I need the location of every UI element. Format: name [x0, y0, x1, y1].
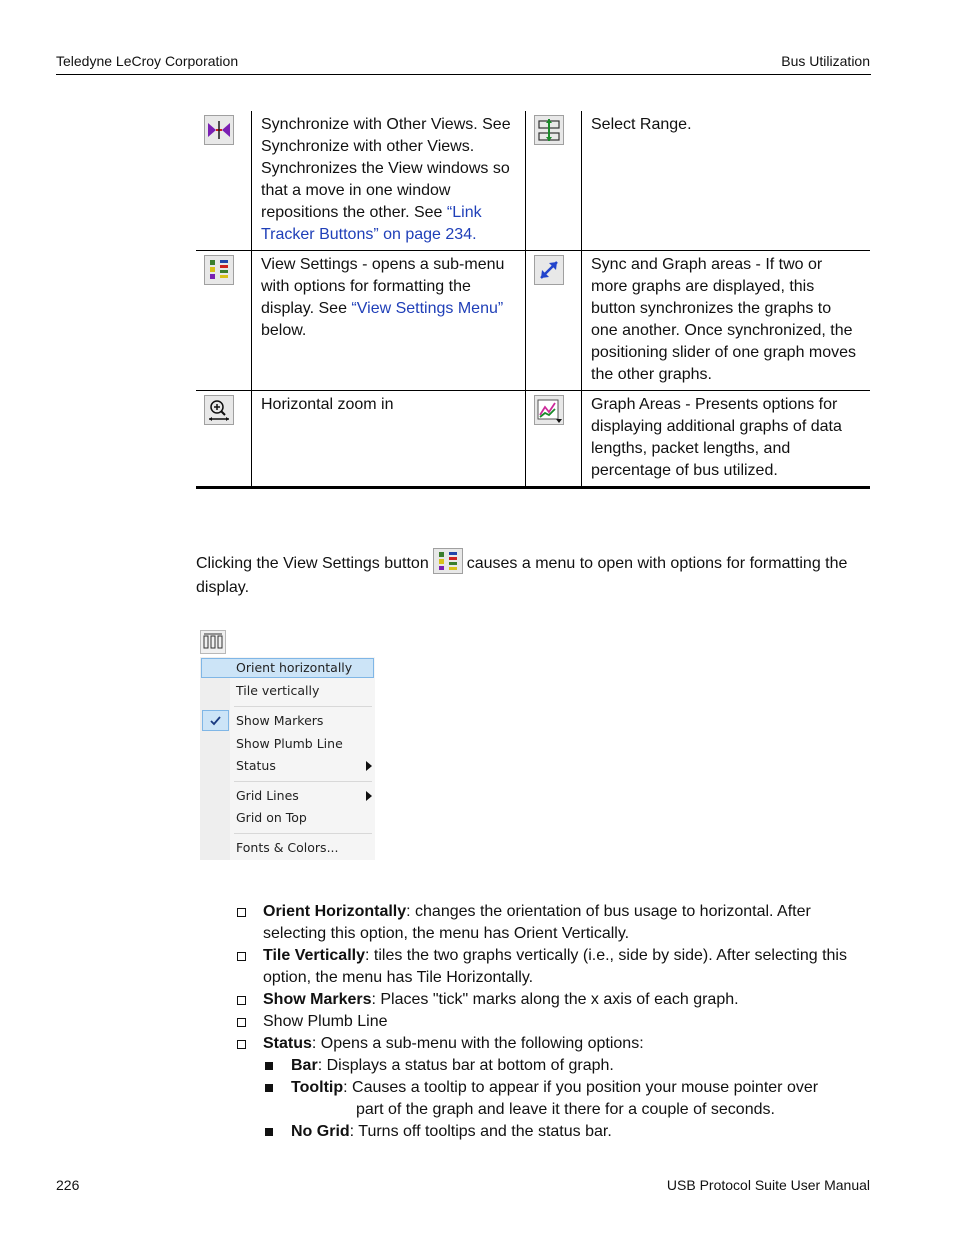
icon-cell: [196, 111, 252, 251]
description-text: Sync and Graph areas - If two or more graphs are displayed, this button synchronizes the graphs to one another. Once synchronized, the positioning slider of one graph moves the other graphs.: [591, 256, 857, 383]
bullet-term: Tooltip: [291, 1079, 344, 1096]
submenu-arrow-icon: [366, 791, 372, 801]
description-cell: [582, 111, 871, 251]
list-item: [237, 945, 867, 989]
icon-cell: [526, 391, 582, 488]
view-settings-icon: [204, 255, 234, 285]
checkbox-bullet-icon: [237, 1018, 246, 1027]
view-settings-menu-link[interactable]: “View Settings Menu”: [351, 300, 504, 317]
checkbox-bullet-icon: [237, 952, 246, 961]
icon-cell: [196, 251, 252, 391]
horizontal-zoom-in-icon: [204, 395, 234, 425]
menu-item-show-plumb-line[interactable]: Show Plumb Line: [236, 736, 343, 751]
menu-item-grid-lines[interactable]: Grid Lines: [236, 788, 299, 803]
square-bullet-icon: [265, 1128, 273, 1136]
description-text: below.: [261, 322, 307, 339]
menu-separator: [234, 833, 372, 834]
menu-item-tile-vertically[interactable]: Tile vertically: [236, 683, 320, 698]
menu-item-show-markers[interactable]: Show Markers: [236, 713, 324, 728]
square-bullet-icon: [265, 1062, 273, 1070]
bullet-text: : Opens a sub-menu with the following options:: [311, 1035, 644, 1052]
bullet-term: Bar: [291, 1057, 318, 1074]
checkbox-bullet-icon: [237, 1040, 246, 1049]
checkbox-bullet-icon: [237, 908, 246, 917]
bullet-text: : Places "tick" marks along the x axis of each graph.: [371, 991, 739, 1008]
bullet-text: Show Plumb Line: [263, 1013, 388, 1030]
table-row: [196, 391, 870, 488]
menu-separator: [234, 706, 372, 707]
check-icon: [202, 710, 229, 731]
sync-graph-areas-icon: [534, 255, 564, 285]
square-bullet-icon: [265, 1084, 273, 1092]
bullet-text: : tiles the two graphs vertically (i.e., side by side). After selecting this option, the menu has Tile Horizontally.: [263, 947, 847, 986]
bullet-text: : changes the orientation of bus usage to horizontal. After selecting this option, the menu has Orient Vertically.: [263, 903, 811, 942]
bullet-term: Show Markers: [263, 991, 372, 1008]
icon-cell: [526, 111, 582, 251]
description-text: Graph Areas - Presents options for displaying additional graphs of data lengths, packet lengths, and percentage of bus utilized.: [591, 396, 842, 479]
menu-item-grid-on-top[interactable]: Grid on Top: [236, 810, 307, 825]
link-tracker-link[interactable]: “Link Tracker Buttons” on page 234.: [261, 204, 482, 243]
description-text: Synchronize with Other Views. See Synchronize with other Views. Synchronizes the View windows so that a move in one window repositions the other. See: [261, 116, 511, 221]
icon-cell: [196, 391, 252, 488]
header-section: Bus Utilization: [781, 53, 870, 69]
intro-text: causes a menu to open with options for formatting the display.: [196, 555, 848, 596]
intro-text: Clicking the View Settings button: [196, 555, 429, 572]
checkbox-bullet-icon: [237, 996, 246, 1005]
description-cell: [582, 391, 871, 488]
submenu-arrow-icon: [366, 761, 372, 771]
list-item: [237, 901, 867, 945]
view-settings-menu: [200, 630, 375, 860]
page-number: 226: [56, 1177, 80, 1193]
bullet-text: : Displays a status bar at bottom of graph.: [317, 1057, 614, 1074]
sub-list-item: [265, 1055, 865, 1077]
list-item: [237, 1033, 867, 1055]
description-text: Horizontal zoom in: [261, 396, 394, 413]
graph-areas-icon: [534, 395, 564, 425]
list-item: [237, 989, 867, 1011]
footer-manual-title: USB Protocol Suite User Manual: [666, 1177, 870, 1193]
description-cell: [252, 391, 526, 488]
bullet-term: Status: [263, 1035, 312, 1052]
bullet-continuation: part of the graph and leave it there for a couple of seconds.: [356, 1101, 775, 1118]
bullet-term: No Grid: [291, 1123, 350, 1140]
menu-item-fonts-colors[interactable]: Fonts & Colors...: [236, 840, 339, 855]
bullet-text: : Turns off tooltips and the status bar.: [349, 1123, 612, 1140]
bullet-text: : Causes a tooltip to appear if you position your mouse pointer over: [343, 1079, 819, 1096]
header-rule: [56, 74, 871, 75]
description-text: Select Range.: [591, 116, 692, 133]
sub-list-item: [265, 1121, 865, 1143]
header-company: Teledyne LeCroy Corporation: [56, 53, 239, 69]
button-table: [196, 111, 870, 489]
view-settings-icon: [433, 548, 463, 574]
menu-body: [200, 657, 375, 860]
sync-views-icon: [204, 115, 234, 145]
table-row: [196, 251, 870, 391]
bullet-term: Orient Horizontally: [263, 903, 407, 920]
menu-gutter: [200, 657, 230, 860]
list-item: [237, 1011, 867, 1033]
description-text: View Settings - opens a sub-menu with options for formatting the display. See: [261, 256, 505, 317]
view-settings-toolbar-icon[interactable]: [200, 630, 226, 654]
menu-item-orient-horizontally[interactable]: Orient horizontally: [236, 660, 353, 675]
intro-paragraph: [196, 548, 876, 600]
description-cell: [252, 251, 526, 391]
menu-item-status[interactable]: Status: [236, 758, 276, 773]
description-cell: [252, 111, 526, 251]
description-cell: [582, 251, 871, 391]
sub-list-item: [265, 1077, 865, 1121]
bullet-term: Tile Vertically: [263, 947, 365, 964]
table-row: [196, 111, 870, 251]
icon-cell: [526, 251, 582, 391]
select-range-icon: [534, 115, 564, 145]
menu-separator: [234, 781, 372, 782]
